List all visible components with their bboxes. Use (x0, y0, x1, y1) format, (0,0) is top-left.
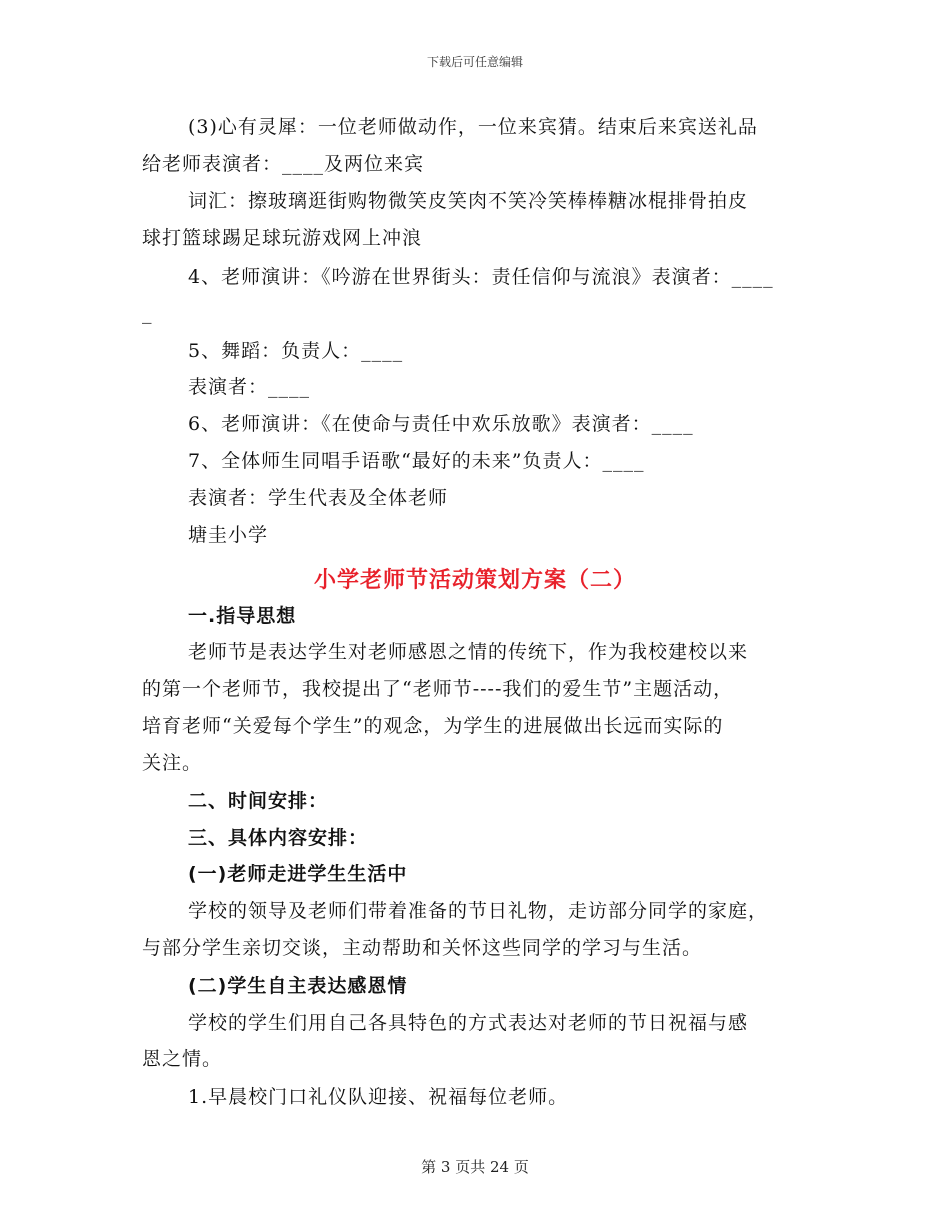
paragraph-1-line2: 的第一个老师节，我校提出了“老师节----我们的爱生节”主题活动， (142, 678, 734, 700)
vocabulary-line2: 球打篮球踢足球玩游戏网上冲浪 (142, 227, 423, 249)
paragraph-1-line3: 培育老师“关爱每个学生”的观念，为学生的进展做出长远而实际的 (142, 715, 724, 737)
heading-time-arrangement: 二、时间安排： (188, 790, 329, 812)
program-item-4: 4、老师演讲：《吟游在世界街头：责任信仰与流浪》表演者：____ (188, 266, 774, 288)
paragraph-2-line2: 与部分学生亲切交谈，主动帮助和关怀这些同学的学习与生活。 (142, 937, 703, 959)
paragraph-2-line1: 学校的领导及老师们带着准备的节日礼物，走访部分同学的家庭， (188, 900, 769, 922)
vocabulary-line1: 词汇：擦玻璃逛街购物微笑皮笑肉不笑冷笑棒棒糖冰棍排骨拍皮 (188, 190, 749, 212)
heading-guiding-thought: 一.指导思想 (188, 605, 297, 627)
list-item-1: 1.早晨校门口礼仪队迎接、祝福每位老师。 (188, 1086, 569, 1108)
program-item-5-performer: 表演者：____ (188, 376, 311, 398)
program-item-6: 6、老师演讲：《在使命与责任中欢乐放歌》表演者：____ (188, 413, 694, 435)
paragraph-1-line1: 老师节是表达学生对老师感恩之情的传统下，作为我校建校以来 (188, 641, 749, 663)
section-title: 小学老师节活动策划方案（二） (313, 568, 636, 593)
page-header-note: 下载后可任意编辑 (426, 55, 523, 69)
subheading-teachers-visit: (一)老师走进学生生活中 (188, 863, 408, 885)
program-item-5: 5、舞蹈：负责人：____ (188, 340, 404, 362)
program-item-7-performer: 表演者：学生代表及全体老师 (188, 487, 449, 509)
paragraph-1-line4: 关注。 (142, 752, 203, 774)
page-footer-number: 第 3 页共 24 页 (421, 1158, 529, 1176)
paragraph-3-line2: 恩之情。 (142, 1048, 223, 1070)
subheading-students-gratitude: (二)学生自主表达感恩情 (188, 975, 408, 997)
school-name: 塘圭小学 (188, 524, 269, 546)
program-item-3-line1: (3)心有灵犀：一位老师做动作，一位来宾猜。结束后来宾送礼品 (188, 116, 758, 138)
program-item-3-line2: 给老师表演者：____及两位来宾 (142, 153, 425, 175)
paragraph-3-line1: 学校的学生们用自己各具特色的方式表达对老师的节日祝福与感 (188, 1012, 749, 1034)
program-item-7: 7、全体师生同唱手语歌“最好的未来”负责人：____ (188, 450, 645, 472)
program-item-4-continuation: _ (142, 302, 153, 324)
heading-content-arrangement: 三、具体内容安排： (188, 827, 369, 849)
